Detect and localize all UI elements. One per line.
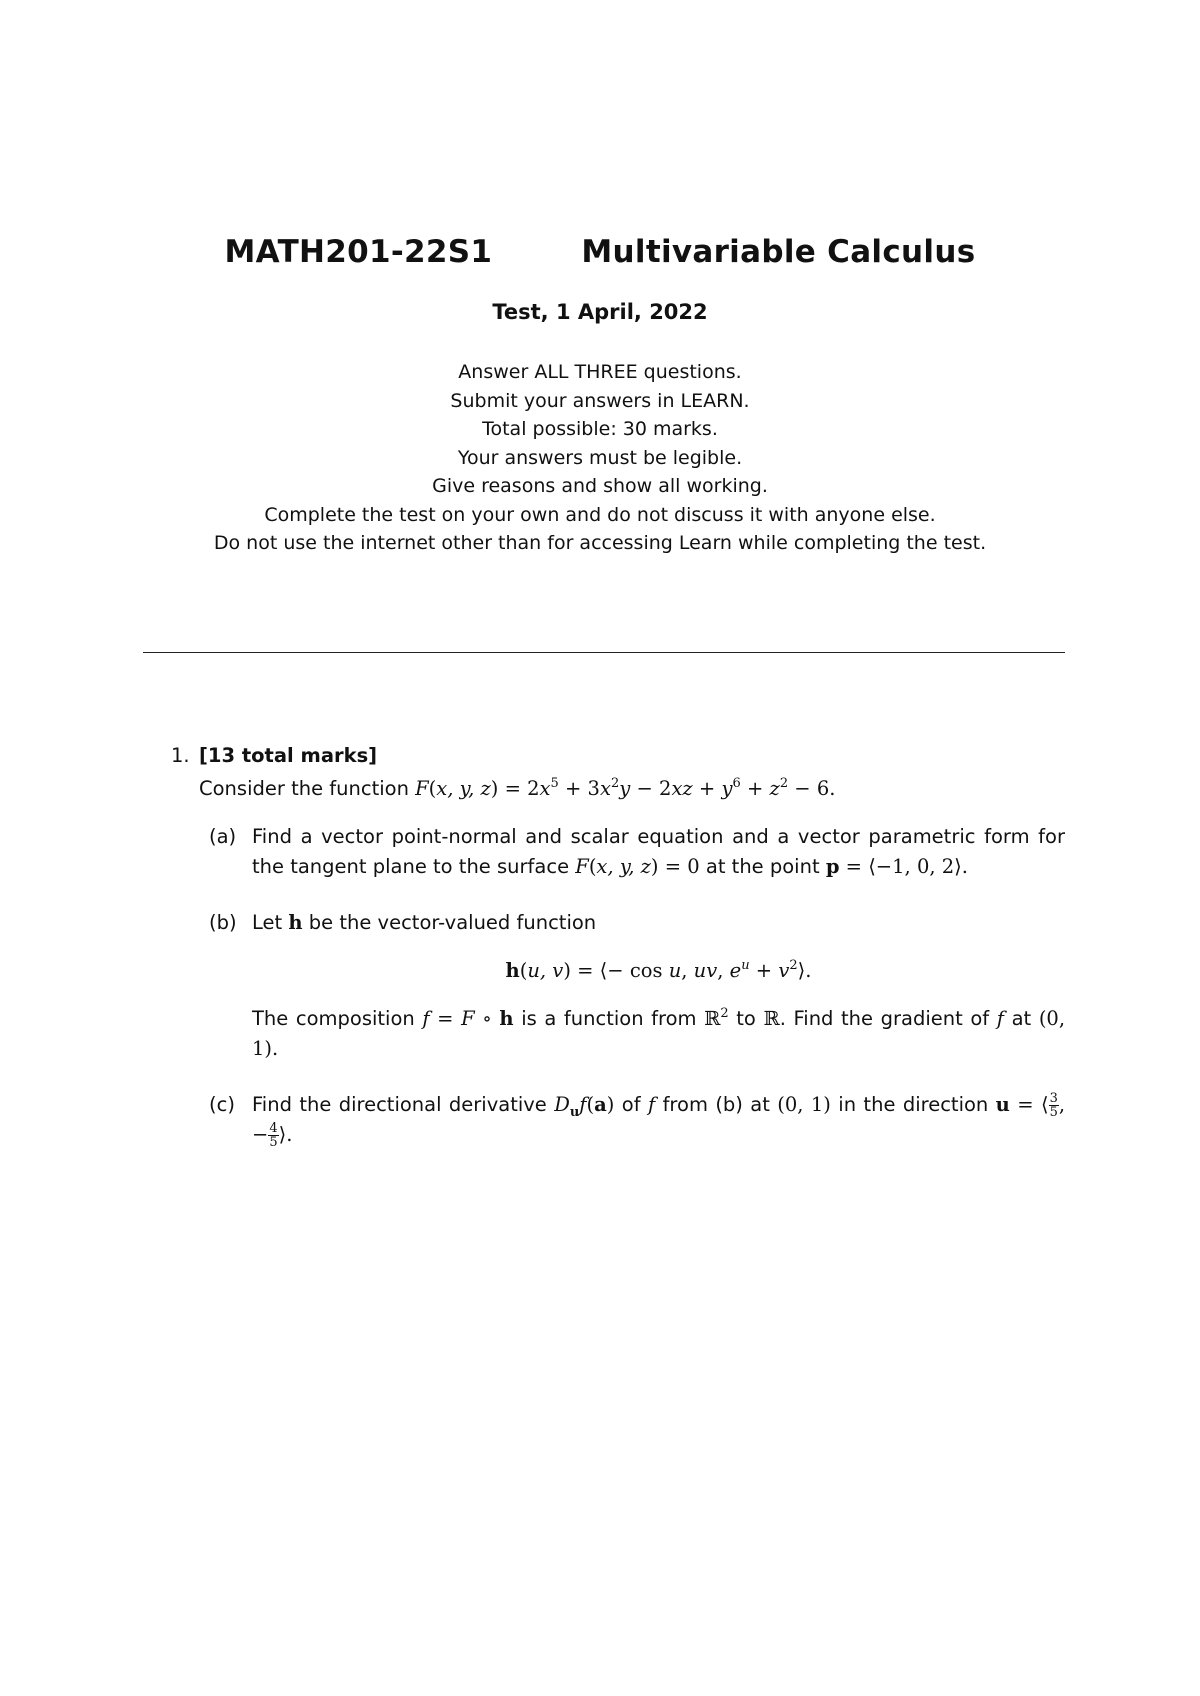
instruction-line: Give reasons and show all working. — [432, 475, 768, 497]
course-code: MATH201-22S1 — [224, 234, 493, 270]
part-text: Find the directional derivative — [252, 1093, 547, 1116]
part-body: Let h be the vector-valued function h(u, v) = ⟨− cos u, uv, $e^u$ + $v^2⟩$. The composition f = F ∘ h is a function from ℝ$^2$ to ℝ. Find the gradient of f at (0, 1). — [252, 911, 1066, 1060]
display-equation: h(u, v) = ⟨− cos u, uv, $e^u$ + $v^2⟩$. — [505, 958, 812, 982]
part-c — [209, 1090, 1065, 1150]
fraction: $\frac{3}{5}$ — [1049, 1091, 1058, 1120]
question-stem — [199, 774, 1065, 804]
part-text: is a function from — [521, 1007, 697, 1030]
function-definition: F(x, y, $z) = 2x^5 + 3x^2y - 2xz + y^6 + z^2 - 6$. — [415, 776, 836, 800]
part-body: Find the directional derivative $D_uf(a)$ of f from (b) at (0, 1) in the direction u = ⟨ $\frac{3}{5}$ , − $\frac{4}{5}$ ⟩. — [252, 1091, 1066, 1150]
question-number: 1. — [171, 744, 190, 767]
instruction-line: Do not use the internet other than for accessing Learn while completing the test. — [213, 532, 987, 554]
question-1 — [171, 744, 1065, 1150]
part-text: to — [736, 1007, 756, 1030]
instructions — [0, 358, 1200, 558]
part-text: of — [621, 1093, 641, 1116]
fraction: $\frac{4}{5}$ — [269, 1121, 278, 1150]
part-text: in the direction — [838, 1093, 989, 1116]
question-header — [171, 744, 1065, 774]
instruction-line: Complete the test on your own and do not discuss it with anyone else. — [264, 503, 936, 526]
part-label: (a) — [209, 825, 237, 848]
instruction-line: Answer ALL THREE questions. — [458, 361, 742, 383]
part-text: The composition — [252, 1007, 415, 1030]
part-text: Find a vector point-normal and scalar equation and a vector parametric form for the tangent plane to the surface — [252, 825, 1065, 878]
course-name: Multivariable Calculus — [581, 234, 976, 270]
part-text: . Find the gradient of — [779, 1007, 990, 1030]
part-b — [209, 908, 1065, 1064]
test-date: Test, 1 April, 2022 — [492, 300, 708, 324]
instruction-line: Your answers must be legible. — [457, 446, 743, 469]
question-marks: [13 total marks] — [199, 744, 378, 767]
part-a — [209, 822, 1065, 882]
part-text: at the point — [705, 855, 820, 878]
part-text: from (b) at — [662, 1093, 770, 1116]
part-text: at — [1011, 1007, 1032, 1030]
part-label: (b) — [209, 911, 237, 934]
part-text: be the vector-valued function — [308, 911, 597, 934]
title-row — [0, 234, 1200, 270]
divider — [143, 652, 1065, 653]
instruction-line: Submit your answers in LEARN. — [450, 389, 750, 412]
instruction-line: Total possible: 30 marks. — [482, 418, 718, 440]
part-text: Let — [252, 911, 283, 934]
part-label: (c) — [209, 1093, 235, 1116]
part-body: Find a vector point-normal and scalar equation and a vector parametric form for the tangent plane to the surface F(x, y, z) = 0 at the point p = ⟨−1, 0, 2⟩. — [252, 825, 1065, 878]
stem-text: Consider the function — [199, 777, 409, 800]
